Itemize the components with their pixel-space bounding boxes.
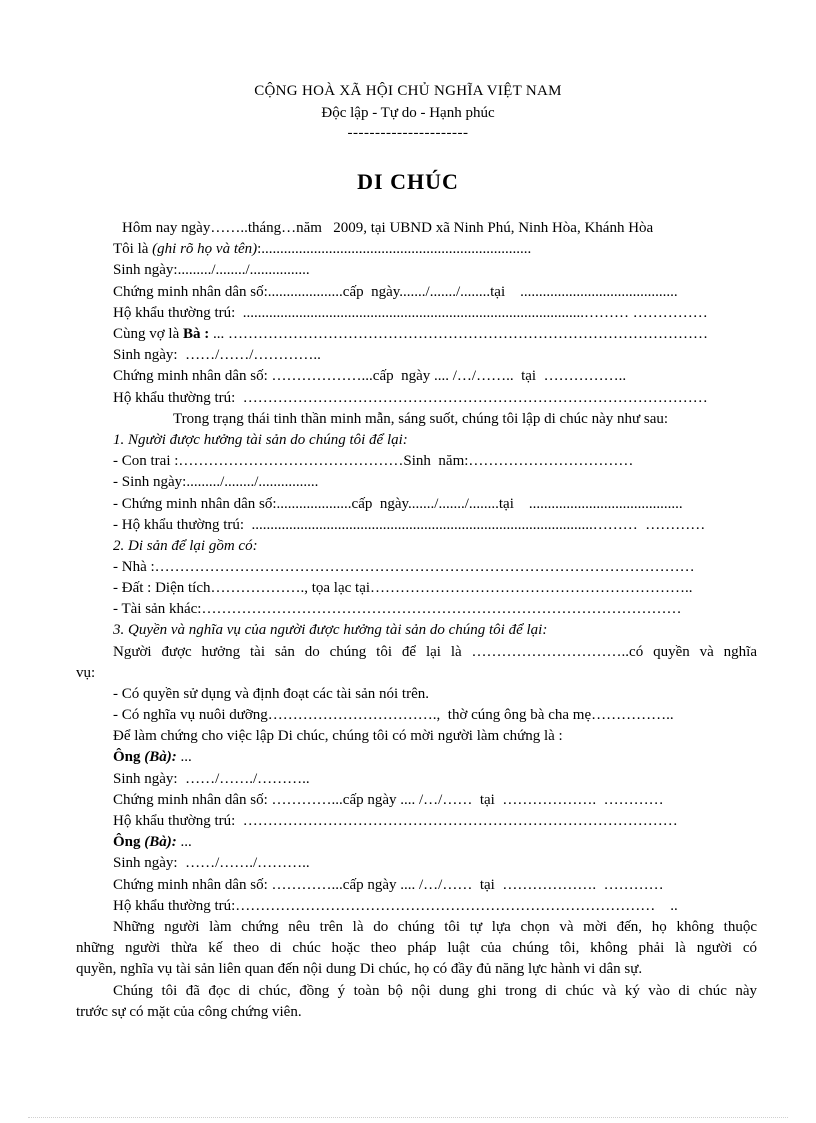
- witness1-label-dots: ...: [176, 749, 192, 765]
- witness2-label-b: (Bà):: [144, 834, 177, 850]
- spouse-label: Bà :: [183, 326, 210, 342]
- witness1-label-a: Ông: [113, 749, 145, 765]
- spouse-id: Chứng minh nhân dân số: ………………...cấp ngày .... /…/…….. tại ……………..: [113, 368, 627, 384]
- witness2-label: [113, 833, 192, 851]
- closing-p2-line2: trước sự có mặt của công chứng viên.: [76, 1004, 302, 1020]
- closing-p1-line2: những người thừa kế theo di chúc hoặc theo pháp luật của chúng tôi, không phải là người có: [76, 940, 757, 956]
- testator-name-line: [113, 240, 531, 258]
- heir-son: - Con trai :………………………………………Sinh năm:……………………………: [113, 453, 634, 469]
- right-2: - Có nghĩa vụ nuôi dưỡng……………………………., thờ cúng ông bà cha mẹ……………..: [113, 707, 674, 723]
- testator-name-dots: :........................................................................: [257, 241, 532, 257]
- spouse-residence: Hộ khẩu thường trú: …………………………………………………………………………………: [113, 390, 708, 406]
- motto: Độc lập - Tự do - Hạnh phúc: [321, 105, 495, 121]
- witness2-label-a: Ông: [113, 834, 145, 850]
- closing-p1-line1: Những người làm chứng nêu trên là do chúng tôi tự lựa chọn và mời đến, họ không thuộc: [113, 919, 757, 935]
- testator-id: Chứng minh nhân dân số:....................cấp ngày......./......./........tại ..........................................: [113, 284, 678, 300]
- spouse-dots: ... ……………………………………………………………………………………: [209, 326, 709, 342]
- right-1: - Có quyền sử dụng và định đoạt các tài sản nói trên.: [113, 686, 429, 702]
- page-bottom-dotted-rule: [28, 1117, 788, 1118]
- witness2-label-dots: ...: [176, 834, 192, 850]
- spouse-dob: Sinh ngày: ……/……/…………..: [113, 347, 321, 363]
- witness1-dob: Sinh ngày: ……/……./………..: [113, 771, 310, 787]
- witness-intro: Để làm chứng cho việc lập Di chúc, chúng tôi có mời người làm chứng là :: [113, 728, 563, 744]
- closing-p2-line1: Chúng tôi đã đọc di chúc, đồng ý toàn bộ nội dung ghi trong di chúc và ký vào di chúc này: [113, 983, 757, 999]
- estate-house: - Nhà :………………………………………………………………………………………………: [113, 559, 695, 575]
- section1-heading: 1. Người được hưởng tài sản do chúng tôi để lại:: [113, 432, 408, 448]
- rights-line-1: Người được hưởng tài sản do chúng tôi để lại là …………………………..có quyền và nghĩa: [113, 644, 757, 660]
- closing-p1-line3: quyền, nghĩa vụ tài sản liên quan đến nội dung Di chúc, họ có đầy đủ năng lực hành vi dân sự.: [76, 961, 643, 977]
- testator-residence: Hộ khẩu thường trú: ...........................................................................................……… ……………: [113, 305, 708, 321]
- witness1-residence: Hộ khẩu thường trú: ……………………………………………………………………………: [113, 813, 678, 829]
- witness1-id: Chứng minh nhân dân số: …………...cấp ngày .... /…/…… tại ………………. …………: [113, 792, 664, 808]
- witness2-residence: Hộ khẩu thường trú:………………………………………………………………………… ..: [113, 898, 678, 914]
- witness1-label-b: (Bà):: [144, 749, 177, 765]
- witness1-label: [113, 748, 192, 766]
- testator-dob: Sinh ngày:........./......../................: [113, 262, 310, 278]
- header-rule: ----------------------: [347, 125, 469, 141]
- estate-other: - Tài sản khác:……………………………………………………………………………………: [113, 601, 682, 617]
- heir-id: - Chứng minh nhân dân số:....................cấp ngày......./......./........tại .........................................: [113, 496, 683, 512]
- heir-residence: - Hộ khẩu thường trú: ...........................................................................................……… …………: [113, 517, 706, 533]
- heir-dob: - Sinh ngày:........./......../................: [113, 474, 319, 490]
- witness2-dob: Sinh ngày: ……/……./………..: [113, 855, 310, 871]
- spouse-name-line: [113, 325, 708, 343]
- testator-name-hint: (ghi rõ họ và tên): [152, 241, 258, 257]
- rights-line-2: vụ:: [76, 665, 96, 681]
- section2-heading: 2. Di sản để lại gồm có:: [113, 538, 258, 554]
- date-location-line: Hôm nay ngày……..tháng…năm 2009, tại UBND xã Ninh Phú, Ninh Hòa, Khánh Hòa: [122, 220, 654, 236]
- document-title: DI CHÚC: [357, 169, 459, 194]
- testator-name-prefix: Tôi là: [113, 241, 153, 257]
- spouse-prefix: Cùng vợ là: [113, 326, 184, 342]
- witness2-id: Chứng minh nhân dân số: …………...cấp ngày .... /…/…… tại ………………. …………: [113, 877, 664, 893]
- statement-line: Trong trạng thái tinh thần minh mẫn, sáng suốt, chúng tôi lập di chúc này như sau:: [173, 411, 669, 427]
- section3-heading: 3. Quyền và nghĩa vụ của người được hưởng tài sản do chúng tôi để lại:: [113, 622, 548, 638]
- country-heading: CỘNG HOÀ XÃ HỘI CHỦ NGHĨA VIỆT NAM: [254, 83, 562, 99]
- estate-land: - Đất : Diện tích………………., tọa lạc tại………………………………………………………..: [113, 580, 693, 596]
